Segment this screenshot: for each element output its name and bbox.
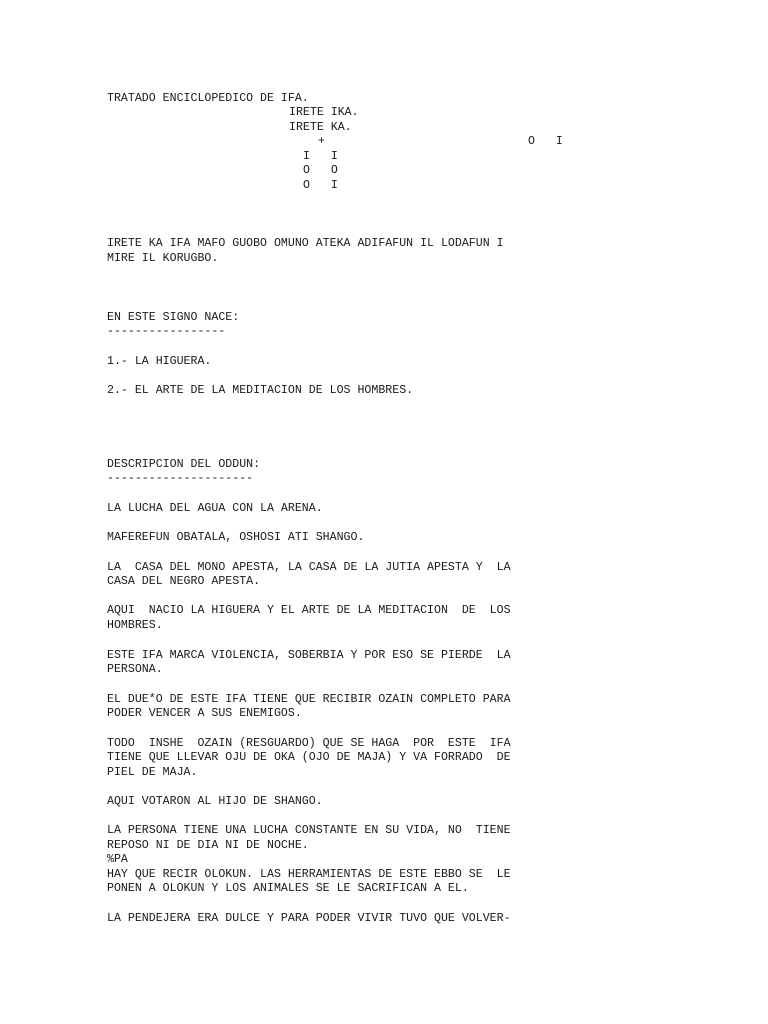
sign-mark: I I [303, 150, 338, 163]
text-line: LA PENDEJERA ERA DULCE Y PARA PODER VIVIR TUVO QUE VOLVER- [107, 912, 511, 925]
sign-name-line: IRETE KA. [289, 121, 352, 134]
text-line: CASA DEL NEGRO APESTA. [107, 575, 261, 588]
text-line: LA CASA DEL MONO APESTA, LA CASA DE LA JUTIA APESTA Y LA [107, 561, 511, 574]
text-line: PERSONA. [107, 663, 163, 676]
text-line: IRETE KA IFA MAFO GUOBO OMUNO ATEKA ADIFAFUN IL LODAFUN I [107, 237, 504, 250]
section-heading: DESCRIPCION DEL ODDUN: [107, 458, 261, 471]
text-line: REPOSO NI DE DIA NI DE NOCHE. [107, 839, 309, 852]
text-line: TODO INSHE OZAIN (RESGUARDO) QUE SE HAGA POR ESTE IFA [107, 737, 511, 750]
text-line: EL DUE*O DE ESTE IFA TIENE QUE RECIBIR OZAIN COMPLETO PARA [107, 693, 511, 706]
document-title: TRATADO ENCICLOPEDICO DE IFA. [107, 92, 309, 105]
text-line: LA PERSONA TIENE UNA LUCHA CONSTANTE EN SU VIDA, NO TIENE [107, 824, 511, 837]
sign-mark: O I [303, 179, 338, 192]
sign-name-line: IRETE IKA. [289, 106, 359, 119]
text-line: ESTE IFA MARCA VIOLENCIA, SOBERBIA Y POR ESO SE PIERDE LA [107, 649, 511, 662]
list-item: 1.- LA HIGUERA. [107, 355, 212, 368]
text-line: MAFEREFUN OBATALA, OSHOSI ATI SHANGO. [107, 531, 365, 544]
text-line: PODER VENCER A SUS ENEMIGOS. [107, 707, 302, 720]
section-heading: EN ESTE SIGNO NACE: [107, 311, 240, 324]
text-line: AQUI NACIO LA HIGUERA Y EL ARTE DE LA MEDITACION DE LOS [107, 604, 511, 617]
sign-mark: O I [528, 135, 563, 148]
text-line: TIENE QUE LLEVAR OJU DE OKA (OJO DE MAJA) Y VA FORRADO DE [107, 751, 511, 764]
text-line: HAY QUE RECIR OLOKUN. LAS HERRAMIENTAS DE ESTE EBBO SE LE [107, 868, 511, 881]
text-line: AQUI VOTARON AL HIJO DE SHANGO. [107, 795, 323, 808]
sign-mark: + [318, 135, 325, 148]
section-rule: ----------------- [107, 325, 226, 338]
text-line: HOMBRES. [107, 619, 163, 632]
section-rule: --------------------- [107, 472, 254, 485]
text-line: %PA [107, 853, 128, 866]
text-line: MIRE IL KORUGBO. [107, 252, 219, 265]
sign-mark: O O [303, 164, 338, 177]
text-line: PONEN A OLOKUN Y LOS ANIMALES SE LE SACRIFICAN A EL. [107, 882, 469, 895]
list-item: 2.- EL ARTE DE LA MEDITACION DE LOS HOMBRES. [107, 384, 414, 397]
text-line: LA LUCHA DEL AGUA CON LA ARENA. [107, 502, 323, 515]
text-line: PIEL DE MAJA. [107, 766, 198, 779]
